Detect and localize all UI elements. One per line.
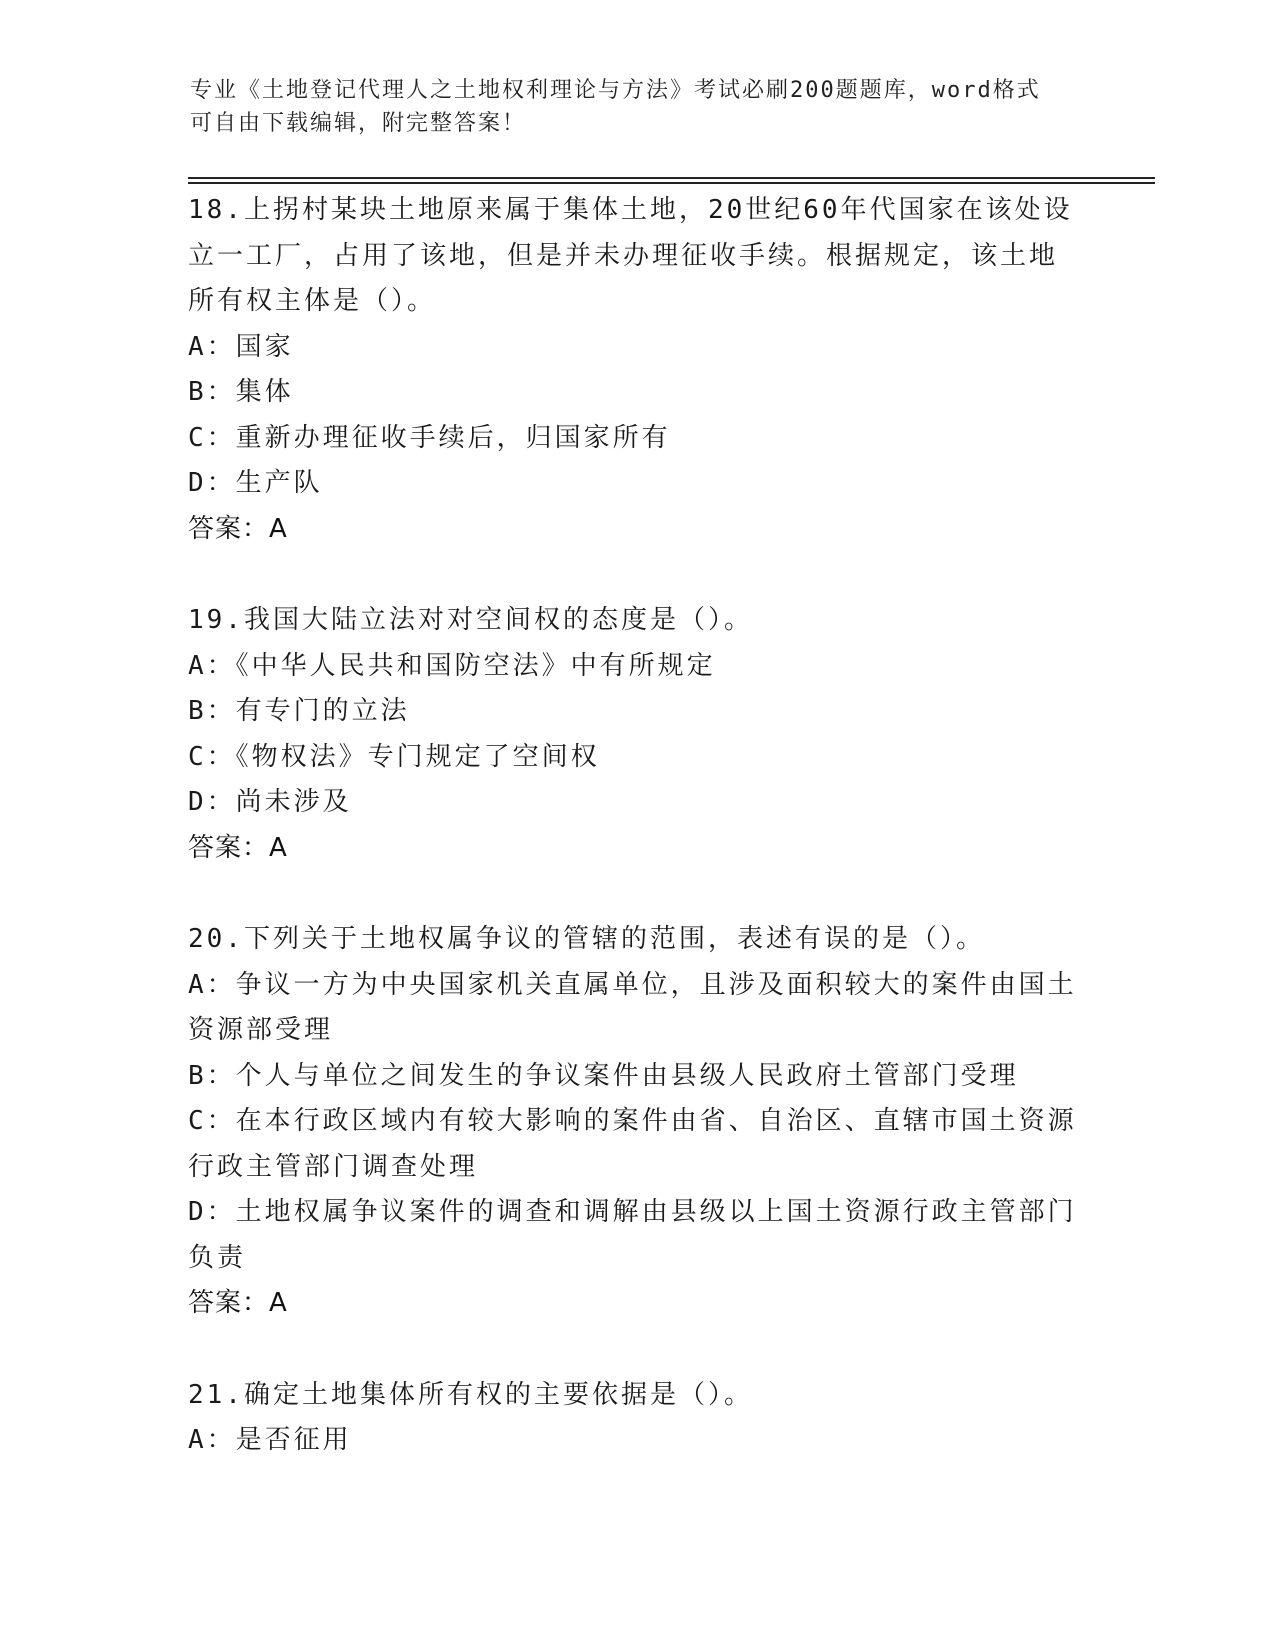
document-header xyxy=(190,74,1090,140)
question-19 xyxy=(188,598,1098,871)
question-18 xyxy=(188,188,1098,552)
question-20 xyxy=(188,917,1098,1327)
option-a: A：争议一方为中央国家机关直属单位，且涉及面积较大的案件由国土 xyxy=(188,969,1077,1000)
question-stem-line: 21.确定土地集体所有权的主要依据是（）。 xyxy=(188,1379,753,1410)
question-stem-line: 18.上拐村某块土地原来属于集体土地，20世纪60年代国家在该处设 xyxy=(188,195,1073,225)
header-line-1: 专业《土地登记代理人之土地权利理论与方法》考试必刷200题题库，word格式 xyxy=(190,78,1041,103)
option-a: A：《中华人民共和国防空法》中有所规定 xyxy=(188,650,716,681)
question-stem-line: 20.下列关于土地权属争议的管辖的范围，表述有误的是（）。 xyxy=(188,924,985,954)
option-b: B：个人与单位之间发生的争议案件由县级人民政府土管部门受理 xyxy=(188,1060,1019,1091)
question-stem-line: 所有权主体是（）。 xyxy=(188,286,437,316)
question-stem-line: 立一工厂，占用了该地，但是并未办理征收手续。根据规定，该土地 xyxy=(188,240,1059,271)
option-a-continued: 资源部受理 xyxy=(188,1015,334,1045)
option-a: A：是否征用 xyxy=(188,1425,352,1455)
option-b: B：集体 xyxy=(188,377,294,407)
question-21 xyxy=(188,1373,1098,1464)
header-divider-bottom xyxy=(188,182,1155,184)
answer-line: 答案：A xyxy=(188,832,288,863)
option-d: D：尚未涉及 xyxy=(188,787,352,817)
question-stem-line: 19.我国大陆立法对对空间权的态度是（）。 xyxy=(188,605,753,635)
option-d: D：土地权属争议案件的调查和调解由县级以上国土资源行政主管部门 xyxy=(188,1197,1077,1227)
option-c: C：《物权法》专门规定了空间权 xyxy=(188,741,600,772)
option-c: C：重新办理征收手续后，归国家所有 xyxy=(188,422,671,453)
option-d: D：生产队 xyxy=(188,468,323,498)
header-divider-top xyxy=(188,177,1155,179)
option-b: B：有专门的立法 xyxy=(188,696,410,726)
header-line-2: 可自由下载编辑，附完整答案！ xyxy=(190,111,527,136)
question-list xyxy=(188,188,1098,1510)
option-c: C：在本行政区域内有较大影响的案件由省、自治区、直辖市国土资源 xyxy=(188,1106,1077,1136)
option-d-continued: 负责 xyxy=(188,1242,247,1273)
answer-line: 答案：A xyxy=(188,1288,288,1318)
option-c-continued: 行政主管部门调查处理 xyxy=(188,1151,479,1182)
option-a: A：国家 xyxy=(188,331,294,362)
answer-line: 答案：A xyxy=(188,513,288,544)
